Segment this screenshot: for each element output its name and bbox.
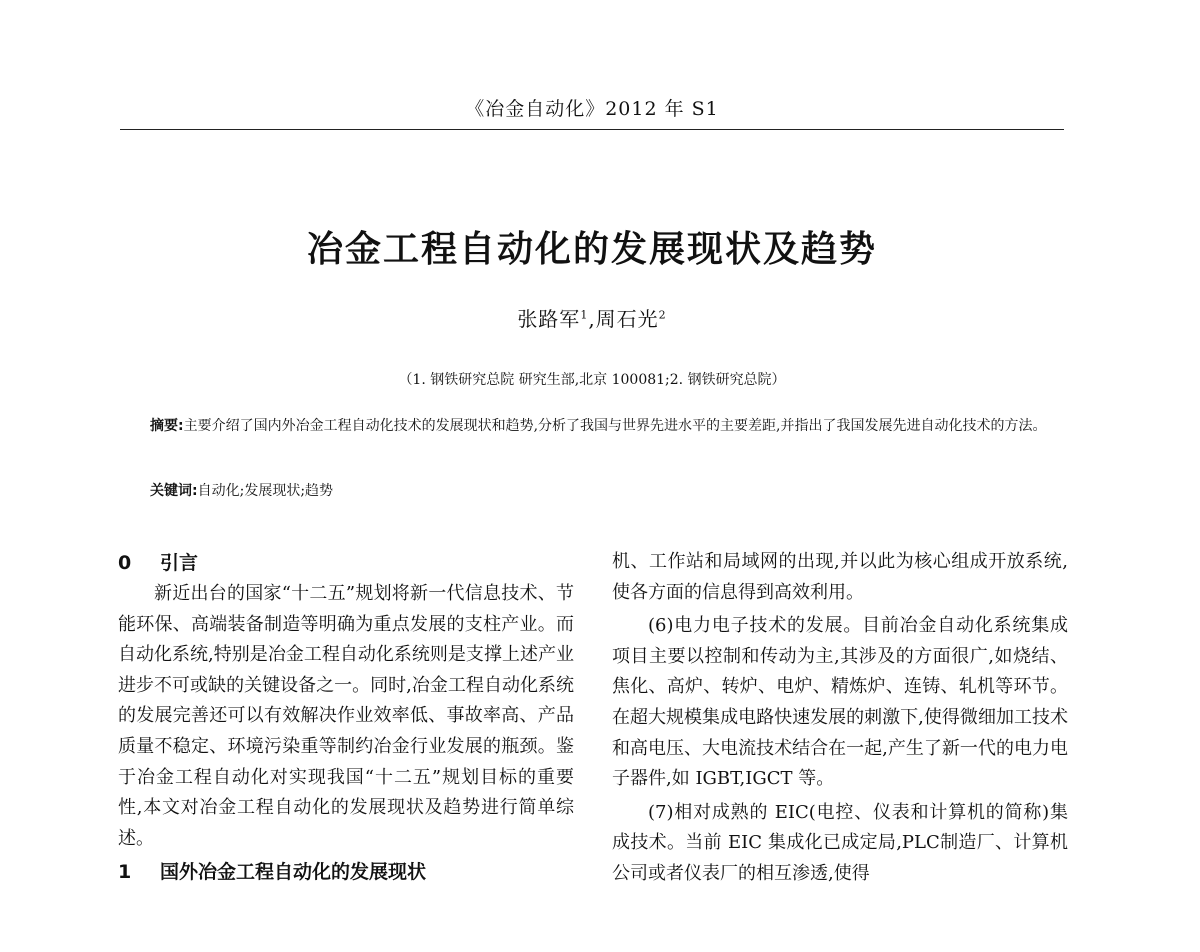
keywords-label: 关键词:	[150, 483, 198, 499]
abstract-text: 主要介绍了国内外冶金工程自动化技术的发展现状和趋势,分析了我国与世界先进水平的主要差距,并指出了我国发展先进自动化技术的方法。	[183, 418, 1047, 434]
paragraph-item-7: (7)相对成熟的 EIC(电控、仪表和计算机的简称)集成技术。当前 EIC 集成化已成定局,PLC制造厂、计算机公司或者仪表厂的相互渗透,使得	[612, 801, 1068, 884]
section-heading-introduction	[118, 547, 574, 579]
article-title: 冶金工程自动化的发展现状及趋势	[306, 229, 877, 270]
author-affiliation-mark: 1	[580, 308, 589, 322]
section-title: 国外冶金工程自动化的发展现状	[160, 861, 427, 884]
abstract	[150, 413, 1050, 440]
author-separator: ,	[588, 307, 596, 331]
author-list	[120, 303, 1064, 332]
running-header: 《冶金自动化》2012 年 S1	[465, 98, 719, 120]
section-heading-foreign-status	[118, 856, 574, 888]
abstract-label: 摘要:	[150, 418, 184, 434]
introduction-paragraph: 新近出台的国家“十二五”规划将新一代信息技术、节能环保、高端装备制造等明确为重点发展的支柱产业。而自动化系统,特别是冶金工程自动化系统则是支撑上述产业进步不可或缺的关键设备之一。同时,冶金工程自动化系统的发展完善还可以有效解决作业效率低、事故率高、产品质量不稳定、环境污染重等制约冶金行业发展的瓶颈。鉴于冶金工程自动化对实现我国“十二五”规划目标的重要性,本文对冶金工程自动化的发展现状及趋势进行简单综述。	[118, 583, 574, 849]
author-affiliation-mark: 2	[658, 308, 667, 322]
affiliation: （1. 钢铁研究总院 研究生部,北京 100081;2. 钢铁研究总院）	[398, 372, 786, 388]
left-column	[118, 547, 574, 888]
keywords	[150, 481, 1050, 501]
section-number: 1	[118, 861, 132, 884]
keywords-text: 自动化;发展现状;趋势	[197, 483, 334, 499]
author-name: 周石光	[595, 307, 659, 331]
section-title: 引言	[160, 552, 199, 574]
header-rule	[120, 129, 1064, 130]
right-column	[612, 547, 1068, 890]
author-name: 张路军	[517, 307, 581, 331]
paragraph-item-6: (6)电力电子技术的发展。目前冶金自动化系统集成项目主要以控制和传动为主,其涉及的方面很广,如烧结、焦化、高炉、转炉、电炉、精炼炉、连铸、轧机等环节。在超大规模集成电路快速发展的刺激下,使得微细加工技术和高电压、大电流技术结合在一起,产生了新一代的电力电子器件,如 IGBT,IGCT 等。	[612, 615, 1068, 790]
continued-paragraph: 机、工作站和局域网的出现,并以此为核心组成开放系统,使各方面的信息得到高效利用。	[612, 551, 1068, 603]
section-number: 0	[118, 552, 132, 574]
